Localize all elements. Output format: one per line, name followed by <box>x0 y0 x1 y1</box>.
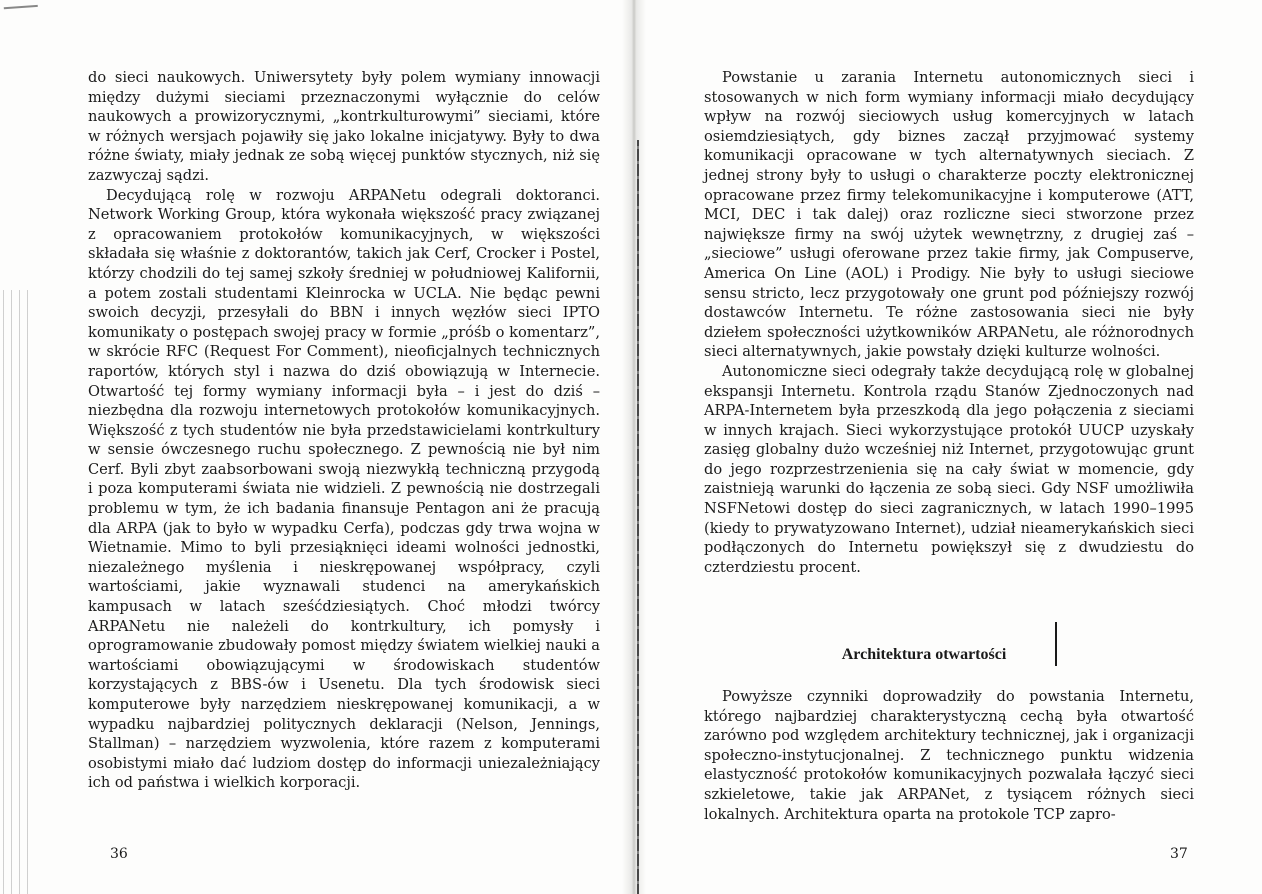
right-paragraph-2: Autonomiczne sieci odegrały także decydującą rolę w globalnej ekspansji Internetu. Kontrola rządu Stanów Zjednoczonych nad ARPA-Internetem była przeszkodą dla jego połączenia z sieciami w innych krajach. Sieci wykorzystujące protokół UUCP uzyskały zasięg globalny dużo wcześniej niż Internet, przygotowując grunt do jego rozprzestrzenienia się na cały świat w momencie, gdy zaistnieją warunki do łączenia ze sobą sieci. Gdy NSF umożliwiła NSFNetowi dostęp do sieci zagranicznych, w latach 1990–1995 (kiedy to prywatyzowano Internet), udział nieamerykańskich sieci podłączonych do Internetu powiększył się z dwudziestu do czterdziestu procent. <box>704 362 1194 576</box>
book-gutter <box>622 0 646 894</box>
section-heading: Architektura otwartości <box>841 646 1007 663</box>
page-edge-shadow <box>0 290 28 894</box>
page-number-right: 37 <box>1170 846 1188 862</box>
heading-marker-bar <box>1055 622 1057 666</box>
left-paragraph-2: Decydującą rolę w rozwoju ARPANetu odegrali doktoranci. Network Working Group, która wykonała większość pracy związanej z opracowaniem protokołów komunikacyjnych, w większości składała się właśnie z doktorantów, takich jak Cerf, Crocker i Postel, którzy chodzili do tej samej szkoły średniej w południowej Kalifornii, a potem zostali studentami Kleinrocka w UCLA. Nie będąc pewni swoich decyzji, przesyłali do BBN i innych węzłów sieci IPTO komunikaty o postępach swojej pracy w formie „próśb o komentarz”, w skrócie RFC (Request For Comment), nieoficjalnych technicznych raportów, których styl i nazwa do dziś obowiązują w Internecie. Otwartość tej formy wymiany informacji była – i jest do dziś – niezbędna dla rozwoju internetowych protokołów komunikacyjnych. Większość z tych studentów nie była przedstawicielami kontrkultury w sensie ówczesnego ruchu społecznego. Z pewnością nie był nim Cerf. Byli zbyt zaabsorbowani swoją niezwykłą techniczną przygodą i poza komputerami świata nie widzieli. Z pewnością nie dostrzegali problemu w tym, że ich badania finansuje Pentagon ani że pracują dla ARPA (jak to było w wypadku Cerfa), podczas gdy trwa wojna w Wietnamie. Mimo to byli przesiąknięci ideami wolności jednostki, niezależnego myślenia i nieskrępowanej współpracy, czyli wartościami, jakie wyznawali studenci na amerykańskich kampusach w latach sześćdziesiątych. Choć młodzi twórcy ARPANetu nie należeli do kontrkultury, ich pomysły i oprogramowanie zbudowały pomost między światem wielkiej nauki a wartościami obowiązującymi w środowiskach studentów korzystających z BBS-ów i Usenetu. Dla tych środowisk sieci komputerowe były narzędziem nieskrępowanej komunikacji, a w wypadku najbardziej politycznych deklaracji (Nelson, Jennings, Stallman) – narzędziem wyzwolenia, które razem z komputerami osobistymi miało dać ludziom dostęp do informacji uniezależniający ich od państwa i wielkich korporacji. <box>88 186 600 792</box>
right-paragraph-3: Powyższe czynniki doprowadziły do powstania Internetu, którego najbardziej charakterystyczną cechą była otwartość zarówno pod względem architektury technicznej, jak i organizacji społeczno-instytucjonalnej. Z technicznego punktu widzenia elastyczność protokołów komunikacyjnych pozwalała łączyć sieci szkieletowe, takie jak ARPANet, z tysiącem różnych sieci lokalnych. Architektura oparta na protokole TCP zapro- <box>704 688 1194 823</box>
binding-shadow-line <box>637 140 639 894</box>
left-page-text <box>88 68 600 793</box>
right-page-text-bottom <box>704 687 1194 824</box>
page-number-left: 36 <box>110 846 128 862</box>
right-page-text-top <box>704 68 1194 577</box>
left-paragraph-1: do sieci naukowych. Uniwersytety były polem wymiany innowacji między dużymi sieciami przeznaczonymi wyłącznie do celów naukowych a prowizorycznymi, „kontrkulturowymi” sieciami, które w różnych wersjach pojawiły się jako lokalne inicjatywy. Były to dwa różne światy, miały jednak ze sobą więcej punktów stycznych, niż się zazwyczaj sądzi. <box>88 69 600 184</box>
right-paragraph-1: Powstanie u zarania Internetu autonomicznych sieci i stosowanych w nich form wymiany informacji miało decydujący wpływ na rozwój sieciowych usług komercyjnych w latach osiemdziesiątych, gdy biznes zaczął przyjmować systemy komunikacji opracowane w tych alternatywnych sieciach. Z jednej strony były to usługi o charakterze poczty elektronicznej opracowane przez firmy telekomunikacyjne i komputerowe (ATT, MCI, DEC i tak dalej) oraz rozliczne sieci stworzone przez największe firmy na swój użytek wewnętrzny, z drugiej zaś – „sieciowe” usługi oferowane przez takie firmy, jak Compuserve, America On Line (AOL) i Prodigy. Nie były to usługi sieciowe sensu stricto, lecz przygotowały one grunt pod późniejszy rozwój dostawców Internetu. Te różne zastosowania sieci nie były dziełem społeczności użytkowników ARPANetu, ale różnorodnych sieci alternatywnych, jakie powstały dzięki kulturze wolności. <box>704 69 1194 361</box>
